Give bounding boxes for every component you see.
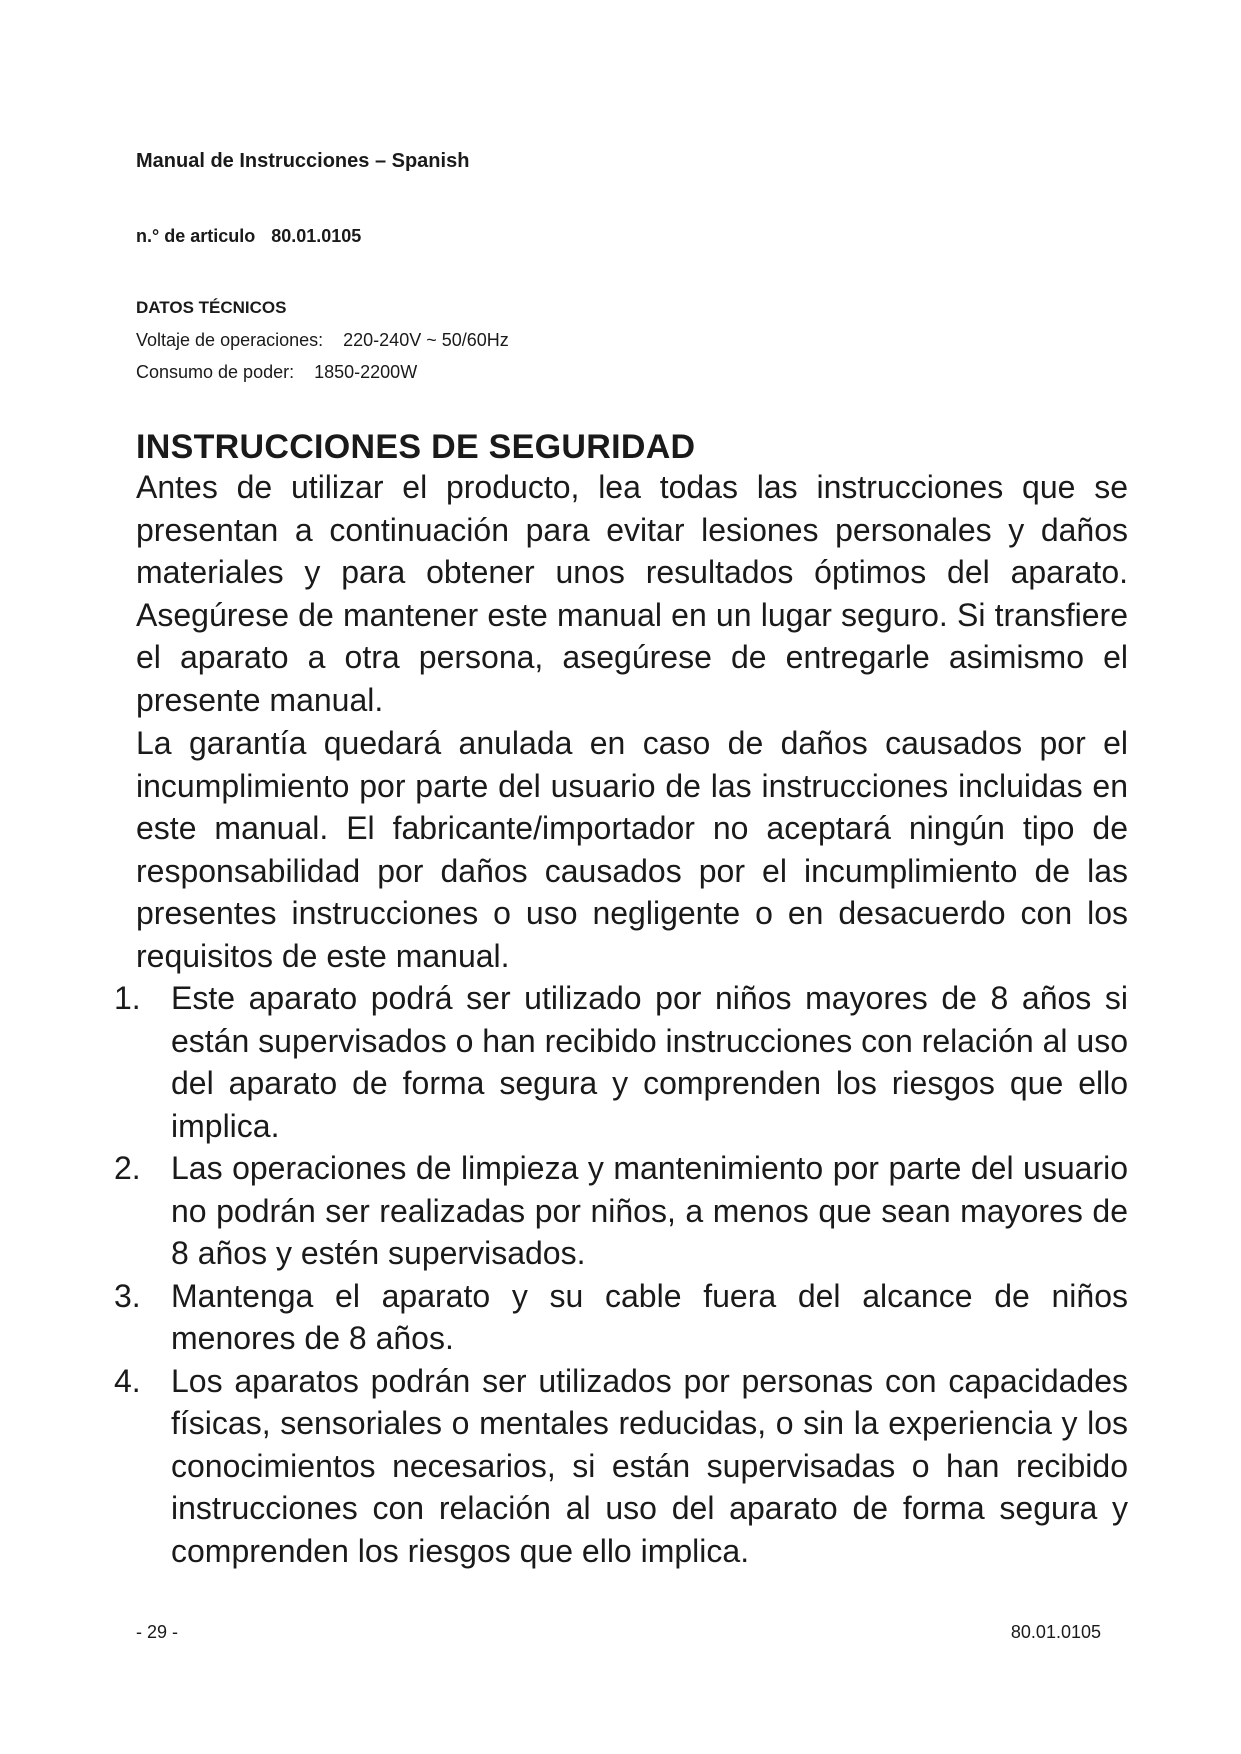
spec-voltage — [136, 330, 509, 351]
manual-title: Manual de Instrucciones – Spanish — [136, 150, 470, 172]
safety-heading: INSTRUCCIONES DE SEGURIDAD — [136, 428, 696, 466]
spec-value: 1850-2200W — [314, 362, 418, 382]
article-line — [136, 226, 361, 247]
article-number: 80.01.0105 — [271, 226, 362, 246]
footer-article-code: 80.01.0105 — [1010, 1622, 1101, 1642]
spec-value: 220-240V ~ 50/60Hz — [343, 330, 509, 350]
list-item-number: 2. — [114, 1150, 141, 1186]
list-item-text: Los aparatos podrán ser utilizados por personas con capacidades físicas, sensoriales o mentales reducidas, o sin la experiencia y los conocimientos necesarios, si están supervisadas o han recibido instrucciones con relación al uso del aparato de forma segura y comprenden los riesgos que ello implica. — [171, 1362, 1128, 1569]
spec-power — [136, 362, 417, 383]
technical-data-heading: DATOS TÉCNICOS — [136, 298, 287, 317]
list-item-text: Las operaciones de limpieza y mantenimiento por parte del usuario no podrán ser realizadas por niños, a menos que sean mayores de 8 años y estén supervisados. — [171, 1150, 1128, 1271]
article-label: n.° de articulo — [136, 226, 256, 246]
list-item-number: 1. — [114, 980, 141, 1016]
list-item-number: 4. — [114, 1362, 141, 1399]
list-item — [114, 1360, 1128, 1573]
warranty-paragraph: La garantía quedará anulada en caso de daños causados por el incumplimiento por parte del usuario de las instrucciones incluidas en este manual. El fabricante/importador no aceptará ningún tipo de responsabilidad por daños causados por el incumplimiento de las presentes instrucciones o uso negligente o en desacuerdo con los requisitos de este manual. — [136, 725, 1128, 974]
page-number: - 29 - — [136, 1622, 179, 1642]
list-item — [114, 1147, 1128, 1275]
list-item-text: Mantenga el aparato y su cable fuera del alcance de niños menores de 8 años. — [171, 1277, 1128, 1356]
list-item — [114, 977, 1128, 1147]
safety-intro-paragraph: Antes de utilizar el producto, lea todas las instrucciones que se presentan a continuación para evitar lesiones personales y daños materiales y para obtener unos resultados óptimos del aparato. Asegúrese de mantener este manual en un lugar seguro. Si transfiere el aparato a otra persona, asegúrese de entregarle asimismo el presente manual. — [136, 469, 1128, 718]
list-item-number: 3. — [114, 1277, 141, 1314]
safety-rules-list — [114, 977, 1128, 1572]
list-item — [114, 1275, 1128, 1360]
list-item-text: Este aparato podrá ser utilizado por niños mayores de 8 años si están supervisados o han recibido instrucciones con relación al uso del aparato de forma segura y comprenden los riesgos que ello implica. — [171, 980, 1128, 1144]
spec-label: Voltaje de operaciones: — [136, 330, 324, 350]
spec-label: Consumo de poder: — [136, 362, 295, 382]
